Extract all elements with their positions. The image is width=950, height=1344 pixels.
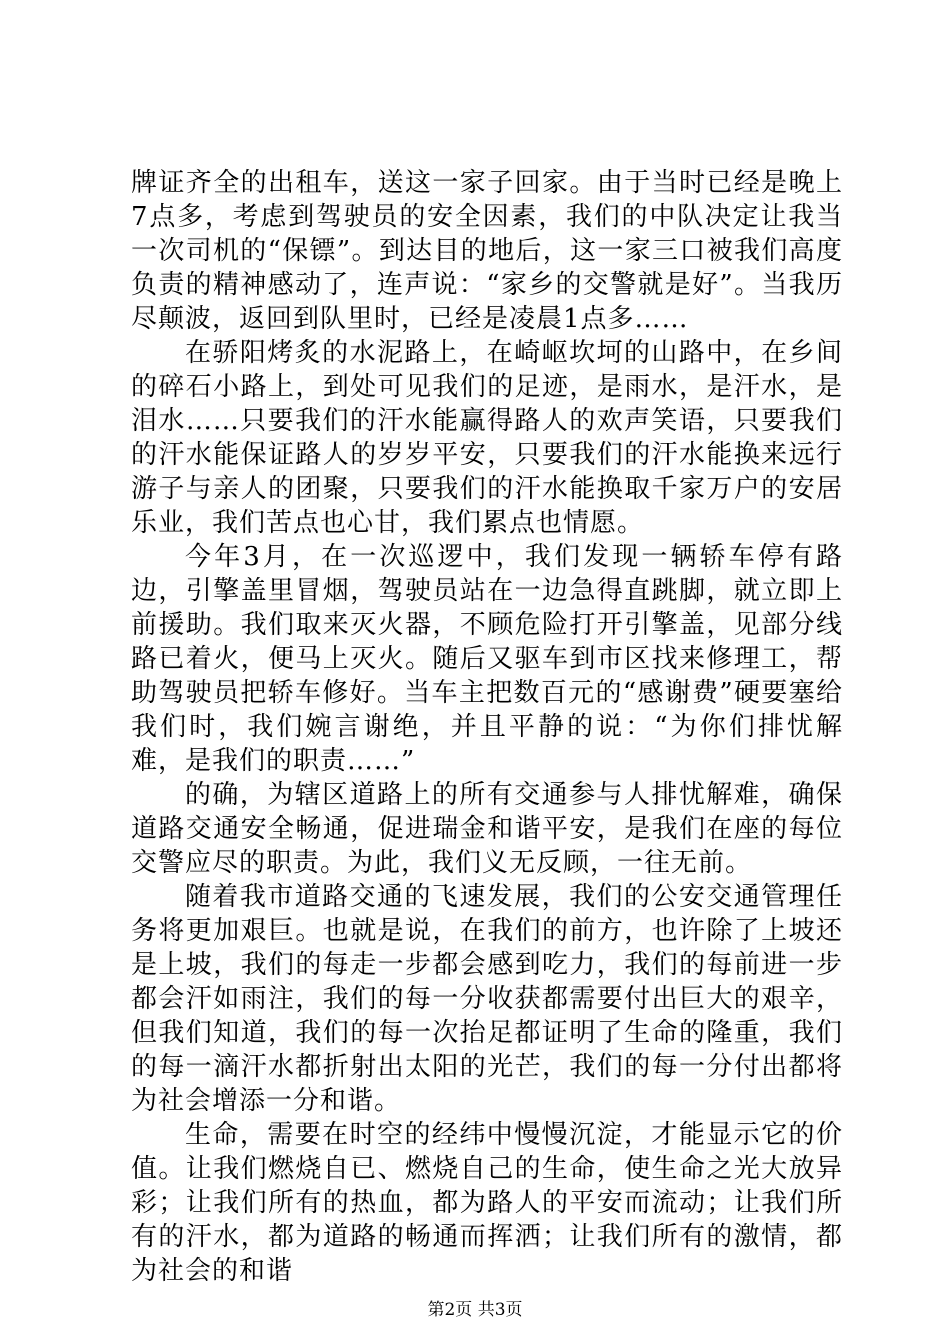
paragraph-2: 在骄阳烤炙的水泥路上，在崎岖坎坷的山路中，在乡间的碎石小路上，到处可见我们的足迹，是雨水，是汗水，是泪水……只要我们的汗水能赢得路人的欢声笑语，只要我们的汗水能保证路人的岁岁平安，只要我们的汗水能换来远行游子与亲人的团聚，只要我们的汗水能换取千家万户的安居乐业，我们苦点也心甘，我们累点也情愿。 (131, 338, 843, 538)
paragraph-6: 生命，需要在时空的经纬中慢慢沉淀，才能显示它的价值。让我们燃烧自已、燃烧自己的生命，使生命之光大放异彩；让我们所有的热血，都为路人的平安而流动；让我们所有的汗水，都为道路的畅通而挥洒；让我们所有的激情，都为社会的和谐 (131, 1120, 843, 1286)
paragraph-1: 牌证齐全的出租车，送这一家子回家。由于当时已经是晚上7点多，考虑到驾驶员的安全因素，我们的中队决定让我当一次司机的“保镖”。到达目的地后，这一家三口被我们高度负责的精神感动了，连声说：“家乡的交警就是好”。当我历尽颠波，返回到队里时，已经是凌晨1点多…… (131, 168, 843, 334)
document-body (131, 166, 843, 1288)
paragraph-3: 今年3月，在一次巡逻中，我们发现一辆轿车停有路边，引擎盖里冒烟，驾驶员站在一边急得直跳脚，就立即上前援助。我们取来灭火器，不顾危险打开引擎盖，见部分线路已着火，便马上灭火。随后又驱车到市区找来修理工，帮助驾驶员把轿车修好。当车主把数百元的“感谢费”硬要塞给我们时，我们婉言谢绝，并且平静的说：“为你们排忧解难，是我们的职责……” (131, 542, 843, 776)
paragraph-5: 随着我市道路交通的飞速发展，我们的公安交通管理任务将更加艰巨。也就是说，在我们的前方，也许除了上坡还是上坡，我们的每走一步都会感到吃力，我们的每前进一步都会汗如雨注，我们的每一分收获都需要付出巨大的艰辛，但我们知道，我们的每一次抬足都证明了生命的隆重，我们的每一滴汗水都折射出太阳的光芒，我们的每一分付出都将为社会增添一分和谐。 (131, 882, 843, 1116)
paragraph-4: 的确，为辖区道路上的所有交通参与人排忧解难，确保道路交通安全畅通，促进瑞金和谐平安，是我们在座的每位交警应尽的职责。为此，我们义无反顾，一往无前。 (131, 780, 843, 878)
page-number-footer: 第2页 共3页 (427, 1300, 523, 1320)
